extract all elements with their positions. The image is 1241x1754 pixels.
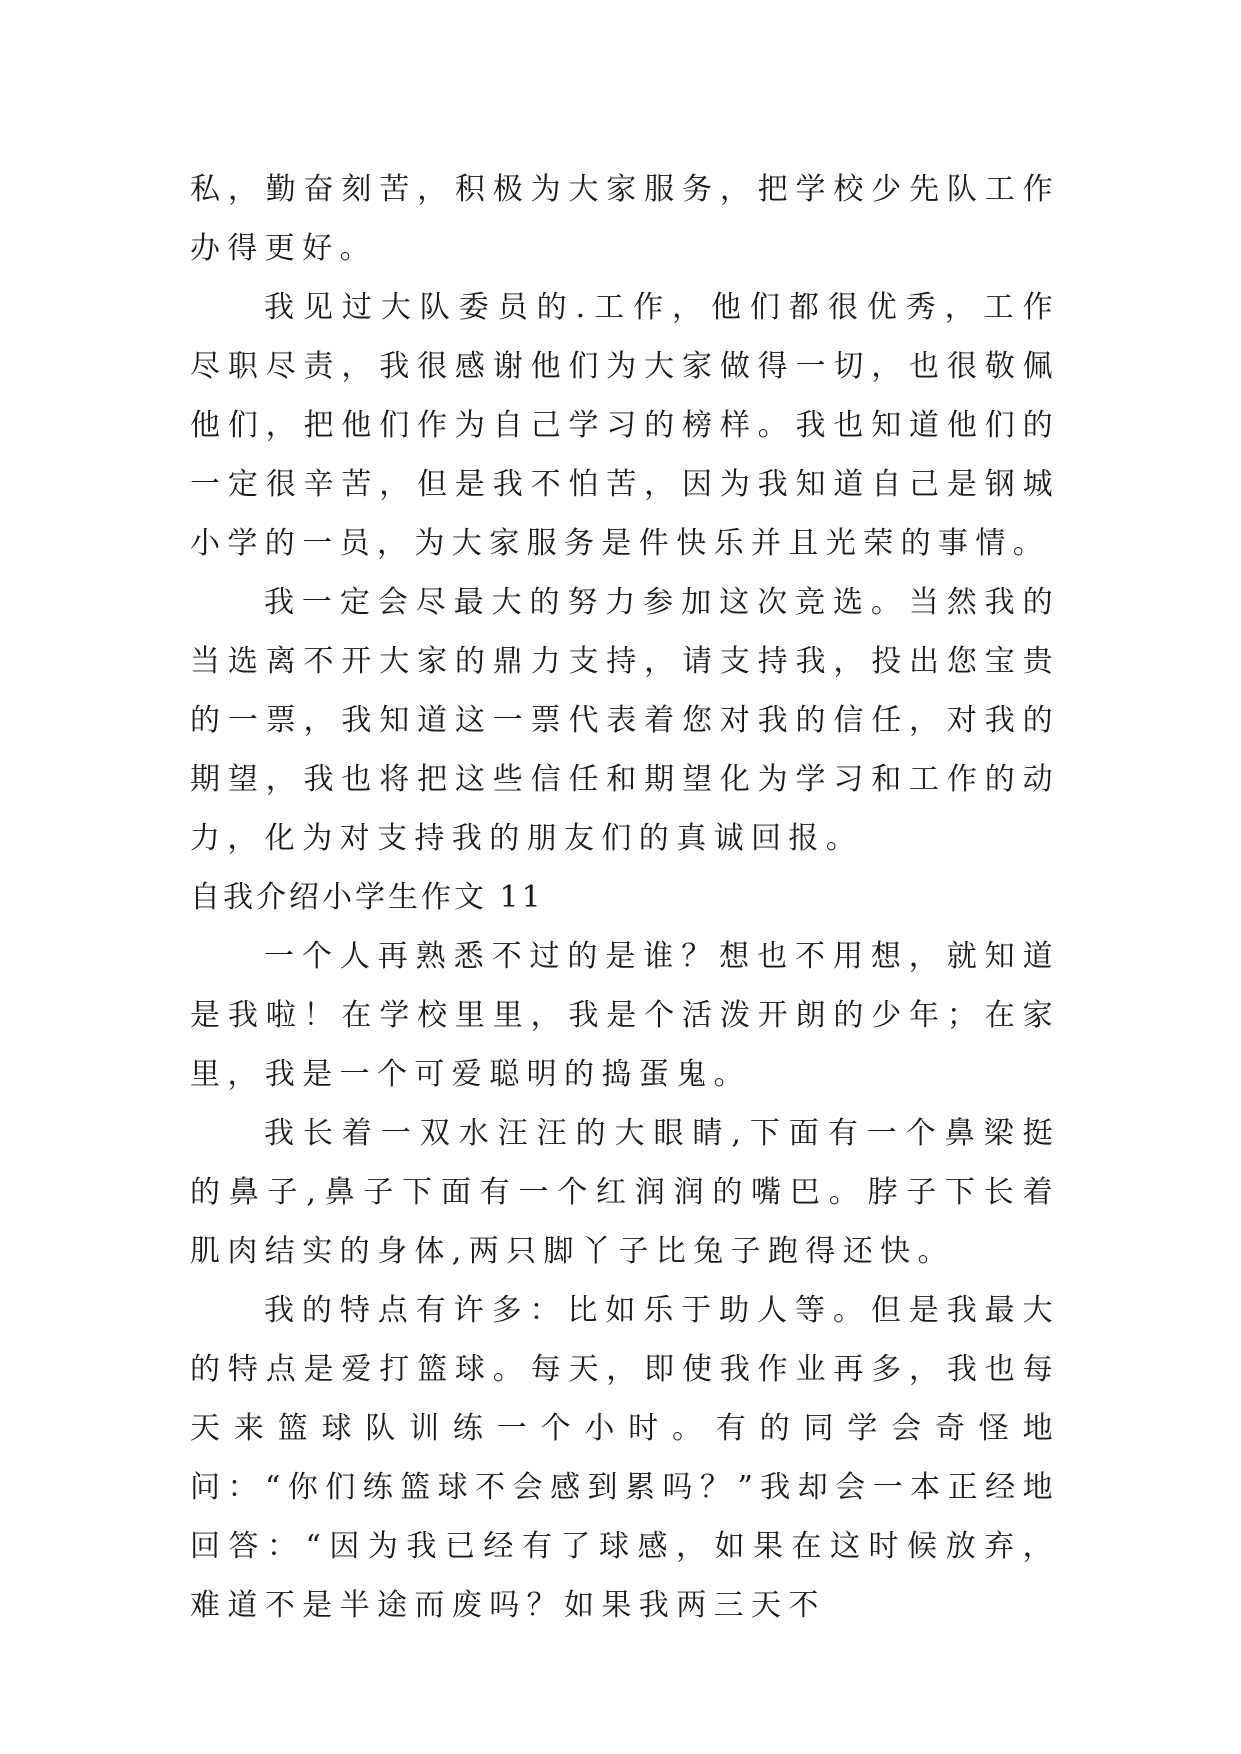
section-heading: 自我介绍小学生作文 11 — [190, 880, 544, 915]
paragraph-2: 我见过大队委员的.工作，他们都很优秀，工作尽职尽责，我很感谢他们为大家做得一切，也很敬佩他们，把他们作为自己学习的榜样。我也知道他们的一定很辛苦，但是我不怕苦，因为我知道自己是钢城小学的一员，为大家服务是件快乐并且光荣的事情。 — [190, 290, 1060, 561]
paragraph-6: 我的特点有许多：比如乐于助人等。但是我最大的特点是爱打篮球。每天，即使我作业再多，我也每天来篮球队训练一个小时。有的同学会奇怪地问：“你们练篮球不会感到累吗？”我却会一本正经地回答：“因为我已经有了球感，如果在这时候放弃，难道不是半途而废吗？如果我两三天不 — [190, 1293, 1060, 1623]
paragraph-1-continued: 私，勤奋刻苦，积极为大家服务，把学校少先队工作办得更好。 — [190, 172, 1060, 266]
document-page — [190, 160, 1060, 1635]
paragraph-4: 一个人再熟悉不过的是谁？想也不用想，就知道是我啦！在学校里里，我是个活泼开朗的少年；在家里，我是一个可爱聪明的捣蛋鬼。 — [190, 939, 1060, 1092]
paragraph-5: 我长着一双水汪汪的大眼睛,下面有一个鼻梁挺的鼻子,鼻子下面有一个红润润的嘴巴。脖子下长着肌肉结实的身体,两只脚丫子比兔子跑得还快。 — [190, 1116, 1060, 1269]
paragraph-3: 我一定会尽最大的努力参加这次竞选。当然我的当选离不开大家的鼎力支持，请支持我，投出您宝贵的一票，我知道这一票代表着您对我的信任，对我的期望，我也将把这些信任和期望化为学习和工作的动力，化为对支持我的朋友们的真诚回报。 — [190, 585, 1060, 856]
